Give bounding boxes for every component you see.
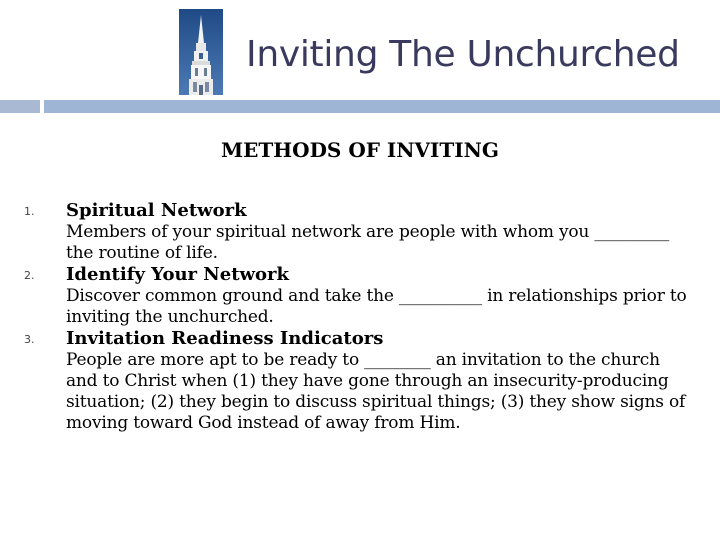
church-steeple-logo — [179, 9, 223, 95]
list-item — [24, 264, 694, 328]
item-number: 2. — [24, 269, 35, 282]
item-number: 3. — [24, 333, 35, 346]
list-item — [24, 200, 694, 264]
church-steeple-icon — [179, 9, 223, 95]
item-heading: Spiritual Network — [66, 200, 247, 221]
header-band-right — [44, 100, 720, 113]
item-heading: Identify Your Network — [66, 264, 289, 285]
item-heading: Invitation Readiness Indicators — [66, 328, 384, 349]
item-number: 1. — [24, 205, 35, 218]
slide-title: Inviting The Unchurched — [246, 34, 680, 75]
section-subtitle: METHODS OF INVITING — [220, 138, 500, 162]
methods-list — [24, 200, 694, 434]
header-band-left — [0, 100, 40, 113]
item-body: Discover common ground and take the __________ in relationships prior to inviting the unchurched. — [66, 286, 687, 327]
list-item — [24, 328, 694, 434]
item-body: People are more apt to be ready to ________ an invitation to the church and to Christ when (1) they have gone through an insecurity-producing situation; (2) they begin to discuss spiritual things; (3) they show signs of moving toward God instead of away from Him. — [66, 350, 686, 433]
item-body: Members of your spiritual network are people with whom you _________ the routine of life. — [66, 222, 670, 263]
